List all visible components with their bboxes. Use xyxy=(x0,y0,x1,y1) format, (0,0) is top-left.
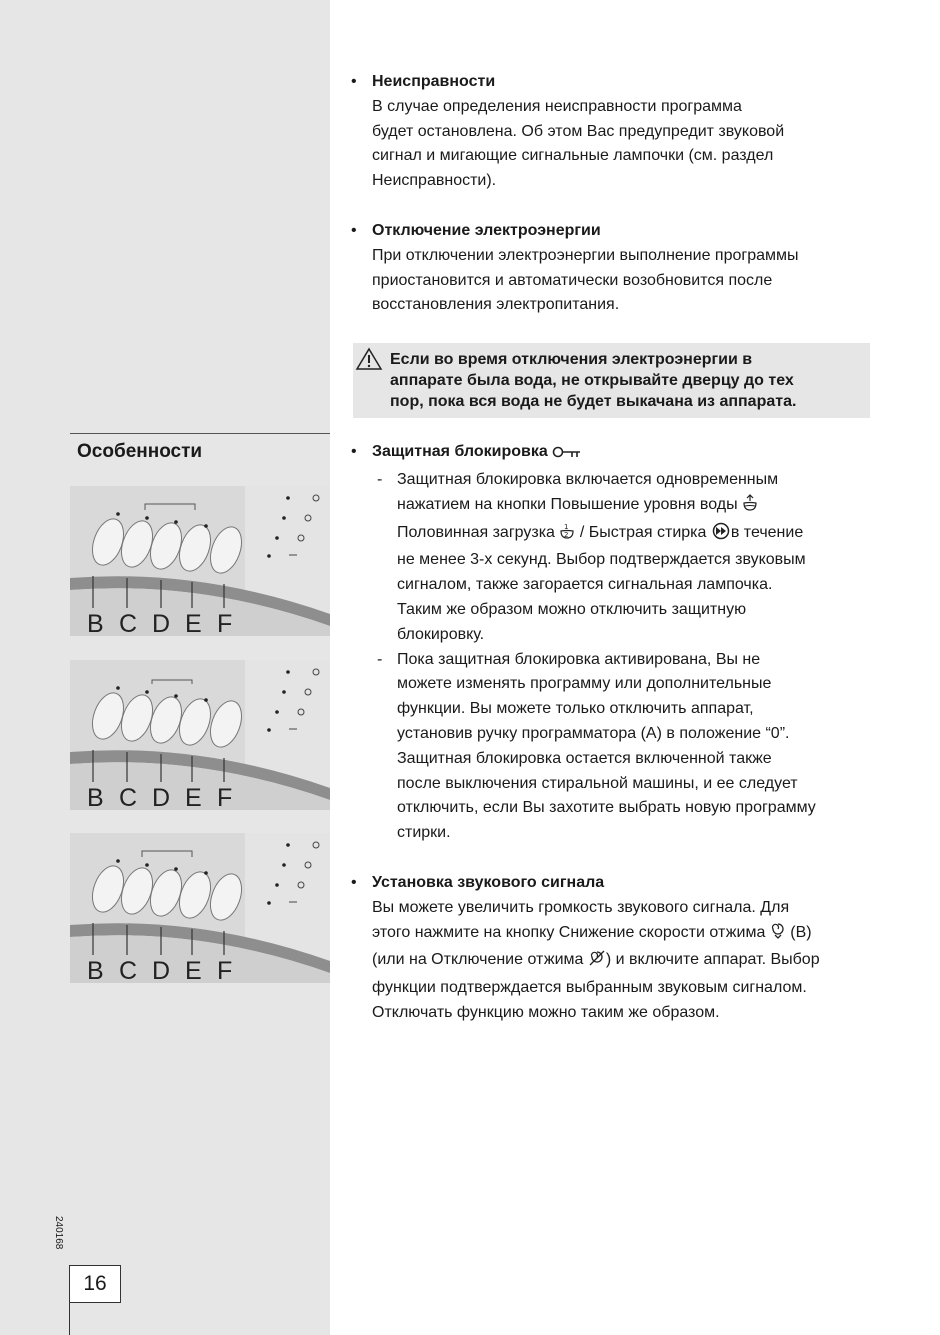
svg-text:E: E xyxy=(185,957,202,983)
lock-section: • Защитная блокировка xyxy=(351,440,871,468)
power-off-title: Отключение электроэнергии xyxy=(372,221,601,239)
svg-text:C: C xyxy=(119,610,138,636)
svg-text:C: C xyxy=(119,784,138,810)
svg-text:2: 2 xyxy=(564,530,569,539)
control-panel-illustration-2 xyxy=(70,660,330,810)
warning-triangle-icon xyxy=(355,347,383,377)
malfunctions-section: • Неисправности В случае определения неисправности программа будет остановлена. Об этом Вас предупредит звуковой сигнал и мигающие сигнальные лампочки (см. раздел Неисправности). xyxy=(351,70,871,194)
svg-text:B: B xyxy=(87,957,104,983)
lock-paragraph-1: - Защитная блокировка включается одновременным нажатием на кнопки Повышение уровня воды Половинная загрузка 1 2 / Быстрая стирка в течение не менее 3-х секунд. Выбор подтверждается звуковым сигналом, также загорается сигнальная лампочка. Таким же образом можно отключить защитную блокировку. xyxy=(377,470,806,643)
svg-text:C: C xyxy=(119,957,138,983)
lock-paragraph-2: - Пока защитная блокировка активирована, Вы не можете изменять программу или дополнительные функции. Вы можете только отключить аппарат, установив ручку программатора (А) в положение “0”. Защитная блокировка остается включенной также после выключения стиральной машины, и ее следует отключить, если Вы захотите выбрать новую программу стирки. xyxy=(377,650,816,842)
section-heading: Особенности xyxy=(77,441,203,462)
svg-text:E: E xyxy=(185,610,202,636)
svg-text:1: 1 xyxy=(564,522,569,531)
water-level-icon xyxy=(742,494,758,521)
document-code: 240168 xyxy=(53,1216,64,1250)
power-off-section: • Отключение электроэнергии При отключении электроэнергии выполнение программы приостановится и автоматически возобновится после восстановления электропитания. xyxy=(351,219,871,318)
key-icon xyxy=(552,443,582,468)
page-number: 16 xyxy=(69,1265,121,1303)
quick-wash-icon xyxy=(711,522,731,549)
sound-signal-title: Установка звукового сигнала xyxy=(372,873,605,891)
control-panel-illustration-1 xyxy=(70,486,330,636)
svg-text:D: D xyxy=(152,957,171,983)
warning-box: Если во время отключения электроэнергии в аппарате была вода, не открывайте дверцу до тех пор, пока вся вода не будет выкачана из аппарата. xyxy=(353,343,870,418)
malfunctions-title: Неисправности xyxy=(372,73,496,90)
svg-text:B: B xyxy=(87,784,104,810)
svg-text:B: B xyxy=(87,610,104,636)
svg-text:D: D xyxy=(152,610,171,636)
spin-off-icon xyxy=(588,949,606,976)
svg-text:D: D xyxy=(152,784,171,810)
section-rule xyxy=(70,433,330,434)
svg-text:F: F xyxy=(217,957,233,983)
svg-text:F: F xyxy=(217,610,233,636)
control-panel-illustration-3 xyxy=(70,833,330,983)
svg-text:E: E xyxy=(185,784,202,810)
spin-reduce-icon xyxy=(770,922,786,949)
lock-title: Защитная блокировка xyxy=(372,443,548,461)
svg-text:F: F xyxy=(217,784,233,810)
sound-signal-section: • Установка звукового сигнала Вы можете увеличить громкость звукового сигнала. Для этого нажмите на кнопку Снижение скорости отжима (B) (или на Отключение отжима ) и включите аппарат. Выбор функции подтверждается выбранным звуковым сигналом. Отключать функцию можно таким же образом. xyxy=(351,871,871,1026)
page-number-rule xyxy=(69,1301,70,1335)
half-load-icon xyxy=(559,522,575,549)
main-content xyxy=(351,70,871,1026)
